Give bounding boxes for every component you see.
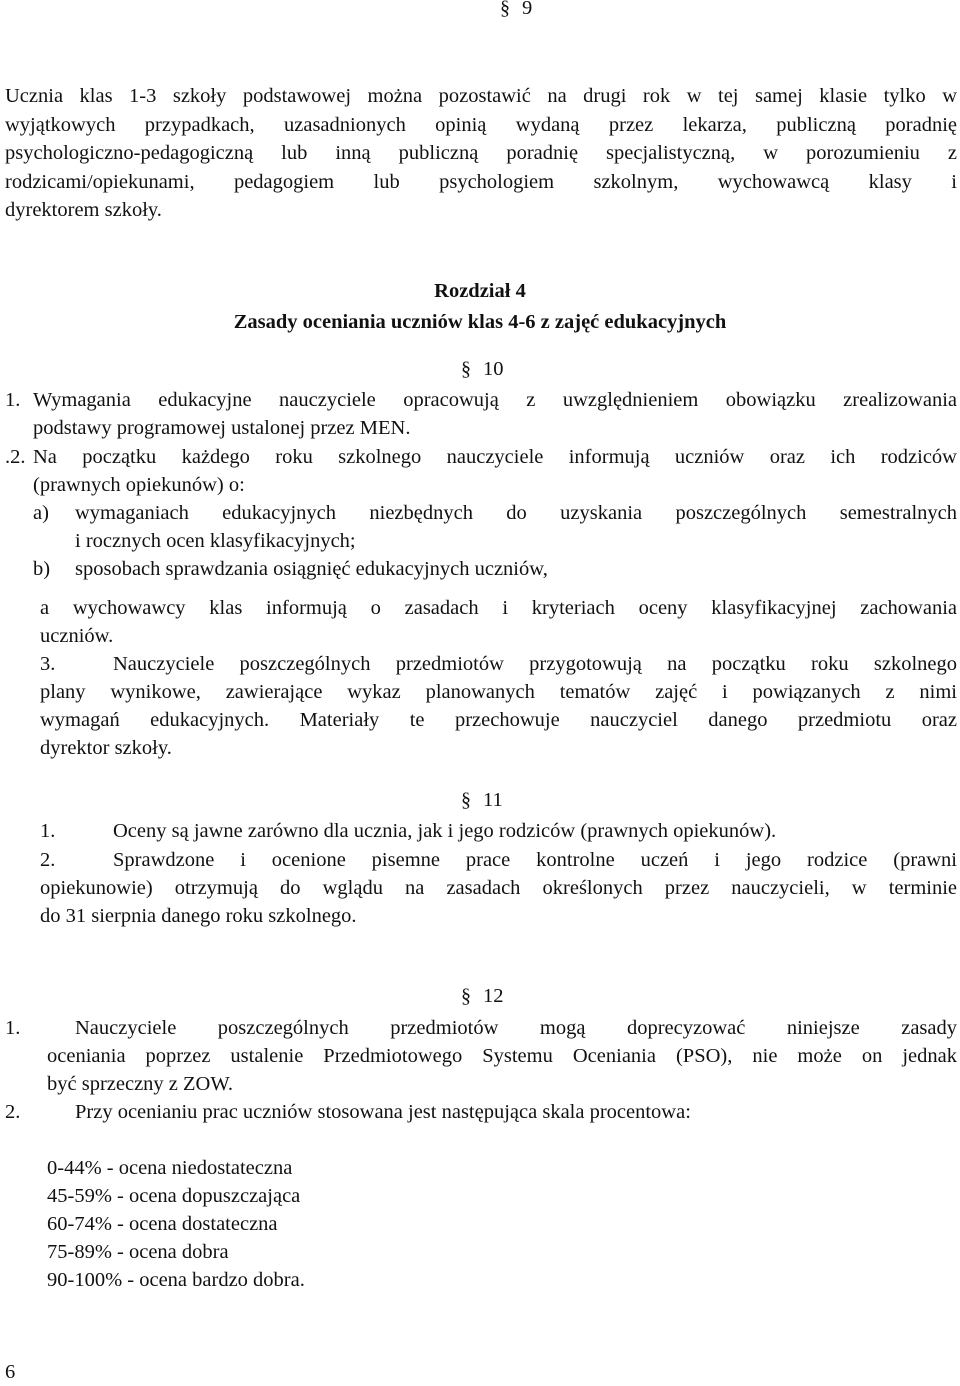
scale-entry: 75-89% - ocena dobra — [47, 1241, 229, 1263]
text-line: Oceny są jawne zarówno dla ucznia, jak i jego rodziców (prawnych opiekunów). — [113, 820, 777, 842]
text-line: dyrektorem szkoły. — [5, 199, 162, 221]
section-10-item-b — [33, 555, 957, 583]
scale-entry: 45-59% - ocena dopuszczająca — [47, 1185, 301, 1207]
point-number: 1. — [40, 820, 56, 842]
section-11-point-2 — [40, 846, 957, 930]
text-line: wymagań edukacyjnych. Materiały te przechowuje nauczyciel danego przedmiotu oraz — [40, 709, 957, 731]
item-letter: b) — [33, 558, 51, 580]
text-line: sposobach sprawdzania osiągnięć edukacyjnych uczniów, — [75, 558, 548, 580]
text-line: Ucznia klas 1-3 szkoły podstawowej można pozostawić na drugi rok w tej samej klasie tylko w — [5, 85, 957, 107]
section-10-point-1 — [5, 386, 957, 442]
point-number: 1. — [5, 389, 21, 411]
scale-entry: 0-44% - ocena niedostateczna — [47, 1157, 293, 1179]
text-line: opiekunowie) otrzymują do wglądu na zasadach określonych przez nauczycieli, w terminie — [40, 877, 957, 899]
point-number: .2. — [5, 446, 26, 468]
text-line: Sprawdzone i ocenione pisemne prace kontrolne uczeń i jego rodzice (prawni — [113, 849, 957, 871]
intro-paragraph — [5, 82, 957, 225]
point-number: 1. — [5, 1017, 21, 1039]
text-line: psychologiczno-pedagogiczną lub inną publiczną poradnię specjalistyczną, w porozumieniu z — [5, 142, 957, 164]
section-11-heading: § 11 — [461, 789, 503, 811]
text-line: plany wynikowe, zawierające wykaz planowanych tematów zajęć i powiązanych z nimi — [40, 681, 957, 703]
text-line: być sprzeczny z ZOW. — [47, 1073, 233, 1095]
text-line: dyrektor szkoły. — [40, 737, 172, 759]
text-line: Na początku każdego roku szkolnego nauczyciele informują uczniów oraz ich rodziców — [33, 446, 957, 468]
section-12-point-1 — [5, 1014, 957, 1098]
point-number: 2. — [5, 1101, 21, 1123]
chapter-heading — [0, 276, 960, 338]
text-line: rodzicami/opiekunami, pedagogiem lub psychologiem szkolnym, wychowawcą klasy i — [5, 170, 957, 193]
page-header-number: § 9 — [500, 0, 532, 20]
text-line: Wymagania edukacyjne nauczyciele opracowują z uwzględnieniem obowiązku zrealizowania — [33, 389, 957, 411]
section-10-continuation — [40, 594, 957, 650]
page-footer-number: 6 — [5, 1361, 16, 1383]
section-11-point-1 — [40, 817, 957, 845]
text-line: Nauczyciele poszczególnych przedmiotów mogą doprecyzować niniejsze zasady — [75, 1017, 957, 1039]
scale-entry: 60-74% - ocena dostateczna — [47, 1213, 278, 1235]
text-line: Przy ocenianiu prac uczniów stosowana jest następująca skala procentowa: — [75, 1101, 691, 1123]
text-line: uczniów. — [40, 625, 114, 647]
section-symbol: § — [461, 358, 471, 380]
section-12-point-2 — [5, 1098, 957, 1126]
text-line: wymaganiach edukacyjnych niezbędnych do uzyskania poszczególnych semestralnych — [75, 502, 957, 524]
scale-entry: 90-100% - ocena bardzo dobra. — [47, 1269, 305, 1291]
text-line: i rocznych ocen klasyfikacyjnych; — [75, 530, 356, 552]
section-symbol: § — [500, 0, 510, 19]
point-number: 3. — [40, 653, 56, 675]
section-10-point-3 — [40, 650, 957, 762]
section-10-point-2 — [5, 443, 957, 499]
point-number: 2. — [40, 849, 56, 871]
section-10-item-a — [33, 499, 957, 555]
text-line: (prawnych opiekunów) o: — [33, 474, 245, 496]
text-line: wyjątkowych przypadkach, uzasadnionych opinią wydaną przez lekarza, publiczną poradnię — [5, 113, 957, 136]
chapter-subtitle: Zasady oceniania uczniów klas 4-6 z zajęć edukacyjnych — [233, 311, 727, 333]
item-letter: a) — [33, 502, 49, 524]
section-12-heading: § 12 — [461, 985, 504, 1007]
text-line: Nauczyciele poszczególnych przedmiotów przygotowują na początku roku szkolnego — [113, 653, 957, 675]
section-symbol: § — [461, 985, 471, 1007]
section-symbol: § — [461, 789, 471, 811]
text-line: oceniania poprzez ustalenie Przedmiotowego Systemu Oceniania (PSO), nie może on jednak — [47, 1045, 957, 1067]
text-line: a wychowawcy klas informują o zasadach i kryteriach oceny klasyfikacyjnej zachowania — [40, 597, 957, 619]
chapter-title: Rozdział 4 — [434, 280, 526, 302]
text-line: podstawy programowej ustalonej przez MEN. — [33, 417, 411, 439]
text-line: do 31 sierpnia danego roku szkolnego. — [40, 905, 357, 927]
section-10-heading: § 10 — [461, 358, 504, 380]
